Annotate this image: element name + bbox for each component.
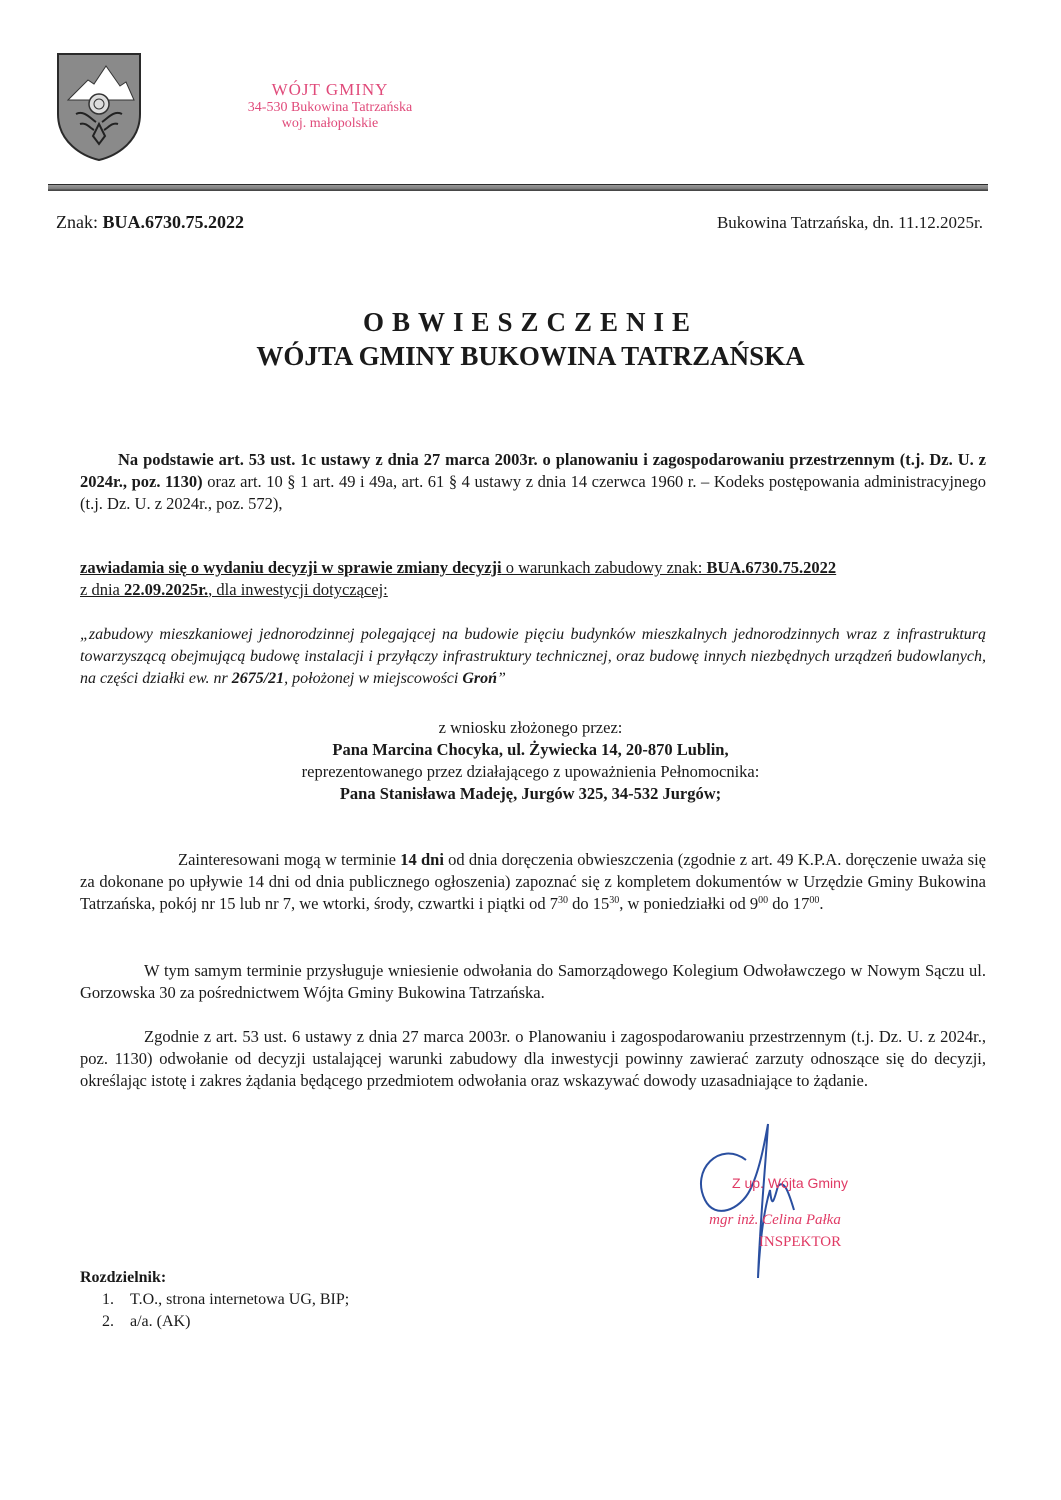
investment-location-text: , położonej w miejscowości <box>284 670 463 687</box>
notice-bold: zawiadamia się o wydaniu decyzji w sprawie zmiany decyzji <box>80 558 502 577</box>
legal-basis-paragraph <box>80 449 986 515</box>
to-1: do <box>568 894 593 913</box>
inspection-text: od dnia doręczenia obwieszczenia (zgodnie z art. 49 K.P.A. doręczenie uważa się za dokonane po upływie 14 dni od dnia publicznego ogłoszenia) zapoznać się z kompletem dokumentów w Urzędzie Gminy Bukowina Tatrzańska, pokój nr 15 lub nr 7, we wtorki, środy, czwartki i piątki od <box>80 850 986 913</box>
item-number: 2. <box>102 1313 114 1330</box>
stamp-title: WÓJT GMINY <box>271 80 389 99</box>
minute-3: 00 <box>758 895 769 906</box>
appeal-content-paragraph <box>80 1026 986 1092</box>
hour-4: 17 <box>792 894 810 913</box>
investment-description <box>80 624 986 690</box>
reference-number <box>56 212 244 233</box>
applicant-block <box>0 717 1061 805</box>
title-line-2: WÓJTA GMINY BUKOWINA TATRZAŃSKA <box>256 341 805 371</box>
representative-name: Pana Stanisława Madeję, Jurgów 325, 34-532 Jurgów; <box>339 784 722 803</box>
place-and-date: Bukowina Tatrzańska, dn. 11.12.2025r. <box>716 213 983 232</box>
applicant-intro: z wniosku złożonego przez: <box>438 718 623 737</box>
office-stamp <box>200 80 460 132</box>
reference-label: Znak: <box>56 212 98 232</box>
applicant-name: Pana Marcina Chocyka, ul. Żywiecka 14, 20-870 Lublin, <box>332 740 729 759</box>
to-2: do <box>768 894 793 913</box>
distribution-item <box>80 1311 349 1333</box>
inspection-pre: Zainteresowani mogą w terminie <box>178 850 401 869</box>
legal-basis-rest: oraz art. 10 § 1 art. 49 i 49a, art. 61 § 4 ustawy z dnia 14 czerwca 1960 r. – Kodeks postępowania administracyjnego (t.j. Dz. U. z 2024r., poz. 572), <box>80 472 986 513</box>
plot-number: 2675/21 <box>231 670 285 687</box>
title-line-1: OBWIESZCZENIE <box>362 307 699 337</box>
signature-authorization: Z up. Wójta Gminy <box>732 1175 848 1191</box>
appeal-content-text: Zgodnie z art. 53 ust. 6 ustawy z dnia 27 marca 2003r. o Planowaniu i zagospodarowaniu przestrzennym (t.j. Dz. U. z 2024r., poz. 1130) odwołanie od decyzji ustalającej warunki zabudowy dla inwestycji powinny zawierać zarzuty odnoszące się do decyzji, określając istotę i zakres żądania będącego przedmiotem odwołania oraz wskazywać dowody uzasadniające to żądanie. <box>80 1027 986 1090</box>
notice-date-prefix: z dnia <box>80 580 124 599</box>
item-number: 1. <box>102 1291 114 1308</box>
header-divider <box>48 184 988 191</box>
inspection-paragraph <box>80 849 986 915</box>
decision-date: 22.09.2025r. <box>123 580 209 599</box>
distribution-list <box>80 1267 349 1333</box>
deadline-days: 14 dni <box>400 850 444 869</box>
legal-basis-bold: Na podstawie art. 53 ust. 1c ustawy z dnia 27 marca 2003r. o planowaniu i zagospodarowaniu przestrzennym (t.j. Dz. U. z 2024r., poz. 1130) <box>80 450 986 491</box>
minute-4: 00 <box>809 895 820 906</box>
minute-1: 30 <box>558 895 569 906</box>
item-text: a/a. (AK) <box>130 1313 191 1330</box>
hour-1: 7 <box>549 894 559 913</box>
stamp-address: 34-530 Bukowina Tatrzańska <box>247 99 413 115</box>
document-title <box>0 305 1061 373</box>
distribution-heading: Rozdzielnik: <box>80 1269 167 1286</box>
closing-quote: ” <box>497 670 506 687</box>
coat-of-arms-logo <box>56 52 142 162</box>
signatory-name: mgr inż. Celina Pałka <box>709 1212 841 1228</box>
item-text: T.O., strona internetowa UG, BIP; <box>130 1291 350 1308</box>
handwritten-signature <box>660 1120 880 1290</box>
distribution-item <box>80 1289 349 1311</box>
signatory-title: INSPEKTOR <box>758 1234 842 1250</box>
investment-text: „zabudowy mieszkaniowej jednorodzinnej polegającej na budowie pięciu budynków mieszkalnych jednorodzinnych wraz z infrastrukturą towarzyszącą obejmującą budowę instalacji i przyłączy infrastruktury technicznej, oraz budowę innych niezbędnych urządzeń budowlanych, na części działki ew. nr <box>80 626 986 687</box>
appeal-text: W tym samym terminie przysługuje wniesienie odwołania do Samorządowego Kolegium Odwoławczego w Nowym Sączu ul. Gorzowska 30 za pośrednictwem Wójta Gminy Bukowina Tatrzańska. <box>80 961 986 1002</box>
representative-intro: reprezentowanego przez działającego z upoważnienia Pełnomocnika: <box>301 762 760 781</box>
decision-reference: BUA.6730.75.2022 <box>706 558 837 577</box>
hour-3: 9 <box>749 894 759 913</box>
minute-2: 30 <box>609 895 620 906</box>
monday-text: , w poniedziałki od <box>619 894 750 913</box>
appeal-paragraph <box>80 960 986 1004</box>
reference-value: BUA.6730.75.2022 <box>102 212 245 232</box>
period: . <box>819 894 824 913</box>
stamp-region: woj. małopolskie <box>281 115 379 131</box>
notice-date-suffix: , dla inwestycji dotyczącej: <box>208 580 388 599</box>
hour-2: 15 <box>592 894 610 913</box>
notice-paragraph <box>80 557 986 601</box>
notice-text: o warunkach zabudowy znak: <box>501 558 707 577</box>
village-name: Groń <box>462 670 498 687</box>
